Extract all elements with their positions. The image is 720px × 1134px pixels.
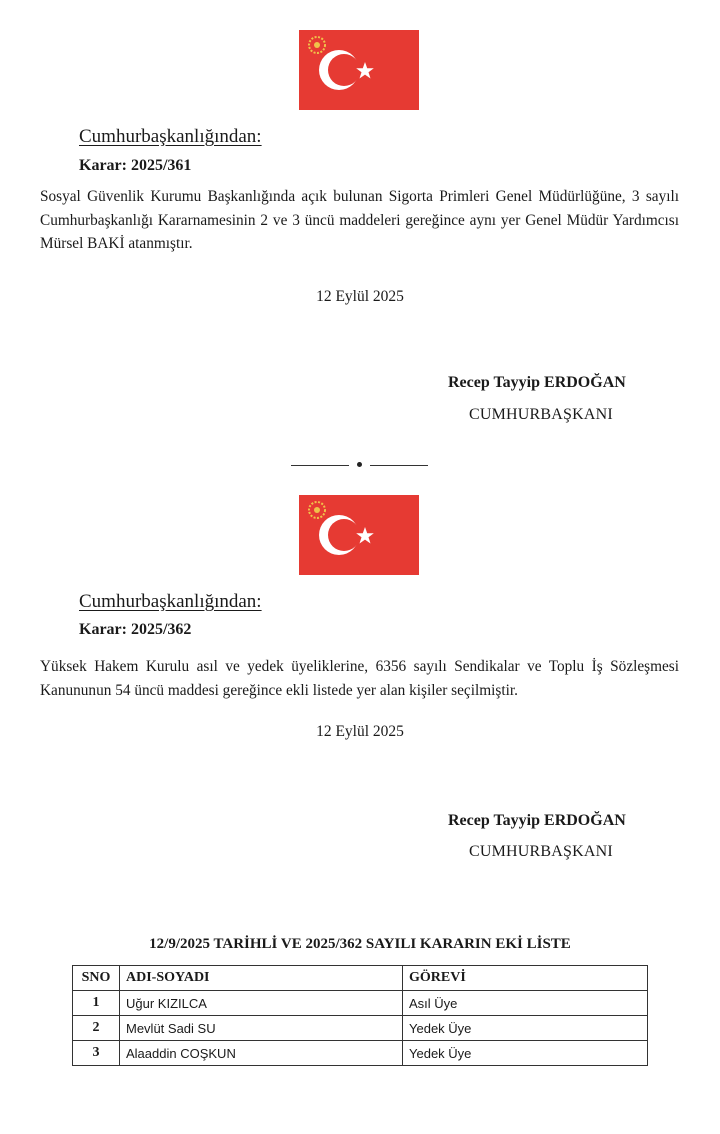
decree-heading: Cumhurbaşkanlığından: xyxy=(79,126,262,147)
cell-sno: 2 xyxy=(73,1016,120,1041)
separator-line-left xyxy=(291,465,349,466)
decree-date: 12 Eylül 2025 xyxy=(316,723,404,740)
decree-number: Karar: 2025/362 xyxy=(79,621,192,638)
cell-role: Asıl Üye xyxy=(403,991,648,1016)
turkish-flag-emblem xyxy=(299,495,419,575)
signer-name: Recep Tayyip ERDOĞAN xyxy=(448,812,626,829)
column-header-role: GÖREVİ xyxy=(403,966,648,991)
members-table xyxy=(72,965,648,1066)
separator-dot xyxy=(357,462,362,467)
cell-sno: 3 xyxy=(73,1041,120,1066)
cell-name: Mevlüt Sadi SU xyxy=(120,1016,403,1041)
cell-role: Yedek Üye xyxy=(403,1041,648,1066)
signer-title: CUMHURBAŞKANI xyxy=(469,406,613,423)
table-row xyxy=(73,1016,648,1041)
column-header-name: ADI-SOYADI xyxy=(120,966,403,991)
cell-role: Yedek Üye xyxy=(403,1016,648,1041)
turkish-flag-emblem xyxy=(299,30,419,110)
table-row xyxy=(73,1041,648,1066)
table-header-row xyxy=(73,966,648,991)
signer-title: CUMHURBAŞKANI xyxy=(469,843,613,860)
column-header-sno: SNO xyxy=(73,966,120,991)
decree-heading: Cumhurbaşkanlığından: xyxy=(79,591,262,612)
decree-number: Karar: 2025/361 xyxy=(79,157,192,174)
cell-sno: 1 xyxy=(73,991,120,1016)
list-title: 12/9/2025 TARİHLİ VE 2025/362 SAYILI KARARIN EKİ LİSTE xyxy=(149,936,571,952)
decree-text: Yüksek Hakem Kurulu asıl ve yedek üyeliklerine, 6356 sayılı Sendikalar ve Toplu İş Sözleşmesi Kanununun 54 üncü maddesi gereğince ekli listede yer alan kişiler seçilmiştir. xyxy=(40,658,679,699)
cell-name: Alaaddin COŞKUN xyxy=(120,1041,403,1066)
decree-date: 12 Eylül 2025 xyxy=(316,288,404,305)
cell-name: Uğur KIZILCA xyxy=(120,991,403,1016)
separator-line-right xyxy=(370,465,428,466)
decree-text: Sosyal Güvenlik Kurumu Başkanlığında açık bulunan Sigorta Primleri Genel Müdürlüğüne, 3 sayılı Cumhurbaşkanlığı Kararnamesinin 2 ve 3 üncü maddeleri gereğince aynı yer Genel Müdür Yardımcısı Mürsel BAKİ atanmıştır. xyxy=(40,188,679,252)
signer-name: Recep Tayyip ERDOĞAN xyxy=(448,374,626,391)
table-row xyxy=(73,991,648,1016)
